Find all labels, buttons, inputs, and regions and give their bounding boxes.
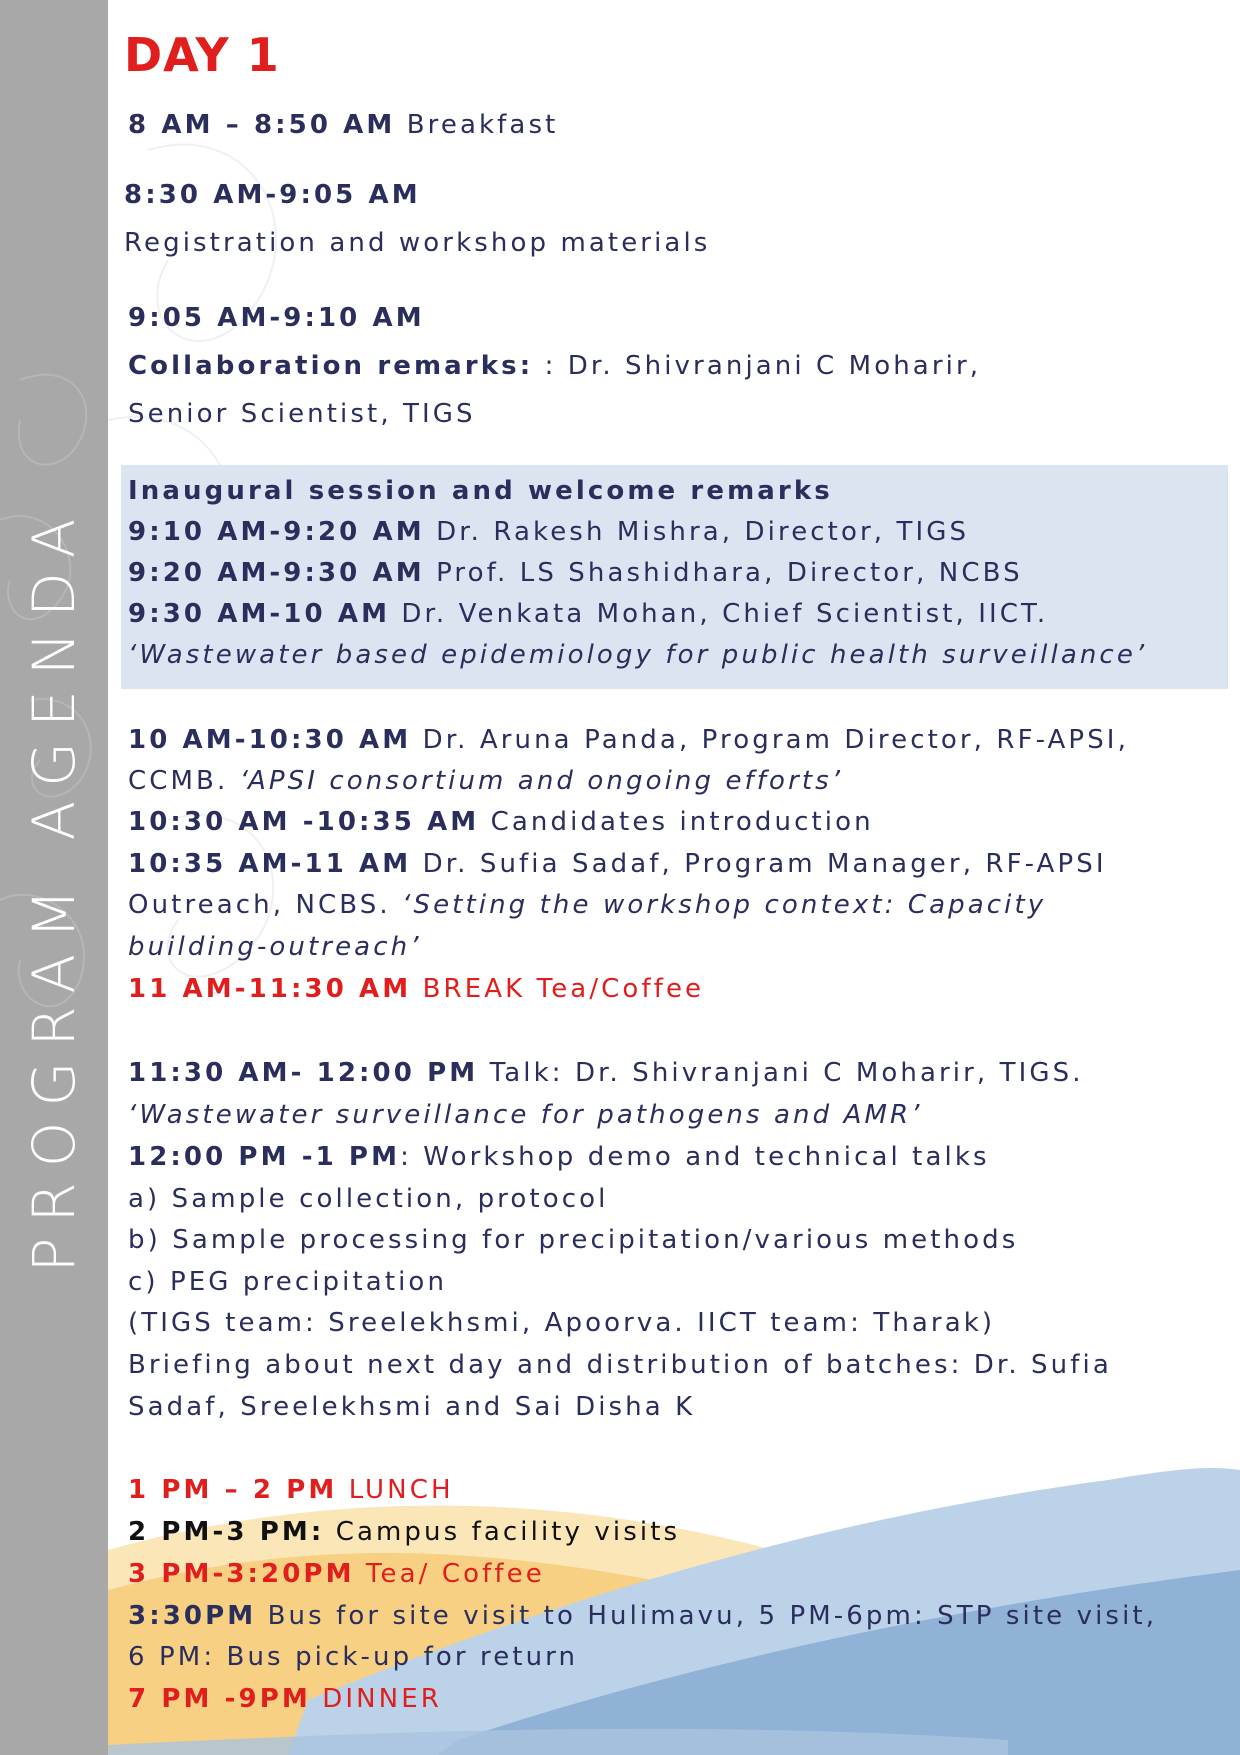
demo-item: c) PEG precipitation xyxy=(128,1267,448,1297)
break-row xyxy=(128,972,704,1006)
bus-row-2: 6 PM: Bus pick-up for return xyxy=(128,1642,579,1672)
inaugural-item xyxy=(128,597,1048,631)
demo-text: : Workshop demo and technical talks xyxy=(400,1142,990,1172)
collaboration-affiliation: Senior Scientist, TIGS xyxy=(128,399,476,429)
aruna-affiliation: CCMB. xyxy=(128,766,240,796)
collaboration-time: 9:05 AM-9:10 AM xyxy=(128,303,425,333)
collaboration-row xyxy=(128,349,981,383)
dinner-time: 7 PM -9PM xyxy=(128,1684,311,1714)
talk-row xyxy=(128,1056,1084,1090)
aruna-text: Dr. Aruna Panda, Program Director, RF-APSI, xyxy=(411,725,1129,755)
lunch-row xyxy=(128,1473,454,1507)
bus-text: Bus for site visit to Hulimavu, 5 PM-6pm: STP site visit, xyxy=(256,1601,1158,1631)
campus-row xyxy=(128,1515,680,1549)
campus-text: Campus facility visits xyxy=(324,1517,681,1547)
tea-row xyxy=(128,1557,545,1591)
demo-row xyxy=(128,1140,990,1174)
lunch-text: LUNCH xyxy=(337,1475,454,1505)
inaugural-item-text: Dr. Venkata Mohan, Chief Scientist, IICT. xyxy=(390,599,1049,629)
sufia-affiliation: Outreach, NCBS. xyxy=(128,890,403,920)
inaugural-heading: Inaugural session and welcome remarks xyxy=(128,476,833,506)
registration-label: Registration and workshop materials xyxy=(124,228,711,258)
lunch-time: 1 PM – 2 PM xyxy=(128,1475,338,1505)
talk-time: 11:30 AM- 12:00 PM xyxy=(128,1058,479,1088)
talk-text: Talk: Dr. Shivranjani C Moharir, TIGS. xyxy=(478,1058,1084,1088)
breakfast-time: 8 AM – 8:50 AM xyxy=(128,110,396,140)
bus-time: 3:30PM xyxy=(128,1601,257,1631)
talk-title: ‘Wastewater surveillance for pathogens and AMR’ xyxy=(128,1100,923,1130)
aruna-time: 10 AM-10:30 AM xyxy=(128,725,412,755)
intro-row xyxy=(128,805,874,839)
aruna-talk: ‘APSI consortium and ongoing efforts’ xyxy=(239,766,844,796)
sufia-row xyxy=(128,847,1107,881)
break-text: BREAK Tea/Coffee xyxy=(411,974,705,1004)
sufia-text: Dr. Sufia Sadaf, Program Manager, RF-APSI xyxy=(411,849,1107,879)
inaugural-item-time: 9:30 AM-10 AM xyxy=(128,599,391,629)
sufia-talk: ‘Setting the workshop context: Capacity xyxy=(402,890,1047,920)
inaugural-talk-title: ‘Wastewater based epidemiology for public health surveillance’ xyxy=(128,640,1148,670)
sidebar xyxy=(0,0,108,1755)
sufia-time: 10:35 AM-11 AM xyxy=(128,849,412,879)
sufia-talk-continued: building-outreach’ xyxy=(128,932,422,962)
inaugural-item xyxy=(128,556,1023,590)
demo-item: (TIGS team: Sreelekhsmi, Apoorva. IICT team: Tharak) xyxy=(128,1308,996,1338)
demo-item: Sadaf, Sreelekhsmi and Sai Disha K xyxy=(128,1392,696,1422)
breakfast-label: Breakfast xyxy=(395,110,559,140)
sidebar-title: PROGRAM AGENDA xyxy=(20,503,88,1273)
bus-row xyxy=(128,1599,1157,1633)
inaugural-item-time: 9:10 AM-9:20 AM xyxy=(128,517,425,547)
day-title: DAY 1 xyxy=(124,28,280,82)
breakfast-row xyxy=(128,108,558,142)
demo-time: 12:00 PM -1 PM xyxy=(128,1142,401,1172)
demo-item: Briefing about next day and distribution of batches: Dr. Sufia xyxy=(128,1350,1112,1380)
tea-text: Tea/ Coffee xyxy=(354,1559,545,1589)
dinner-row xyxy=(128,1682,442,1716)
inaugural-item-time: 9:20 AM-9:30 AM xyxy=(128,558,425,588)
intro-time: 10:30 AM -10:35 AM xyxy=(128,807,480,837)
campus-time: 2 PM-3 PM: xyxy=(128,1517,325,1547)
tea-time: 3 PM-3:20PM xyxy=(128,1559,355,1589)
dinner-text: DINNER xyxy=(310,1684,442,1714)
inaugural-item xyxy=(128,515,969,549)
intro-text: Candidates introduction xyxy=(479,807,874,837)
registration-time: 8:30 AM-9:05 AM xyxy=(124,180,421,210)
collaboration-text: : Dr. Shivranjani C Moharir, xyxy=(533,351,982,381)
collaboration-heading: Collaboration remarks: xyxy=(128,351,534,381)
demo-item: a) Sample collection, protocol xyxy=(128,1184,609,1214)
inaugural-item-text: Prof. LS Shashidhara, Director, NCBS xyxy=(424,558,1023,588)
break-time: 11 AM-11:30 AM xyxy=(128,974,412,1004)
sufia-row-2 xyxy=(128,888,1046,922)
inaugural-item-text: Dr. Rakesh Mishra, Director, TIGS xyxy=(424,517,970,547)
aruna-row-2 xyxy=(128,764,843,798)
demo-item: b) Sample processing for precipitation/various methods xyxy=(128,1225,1019,1255)
aruna-row xyxy=(128,723,1129,757)
